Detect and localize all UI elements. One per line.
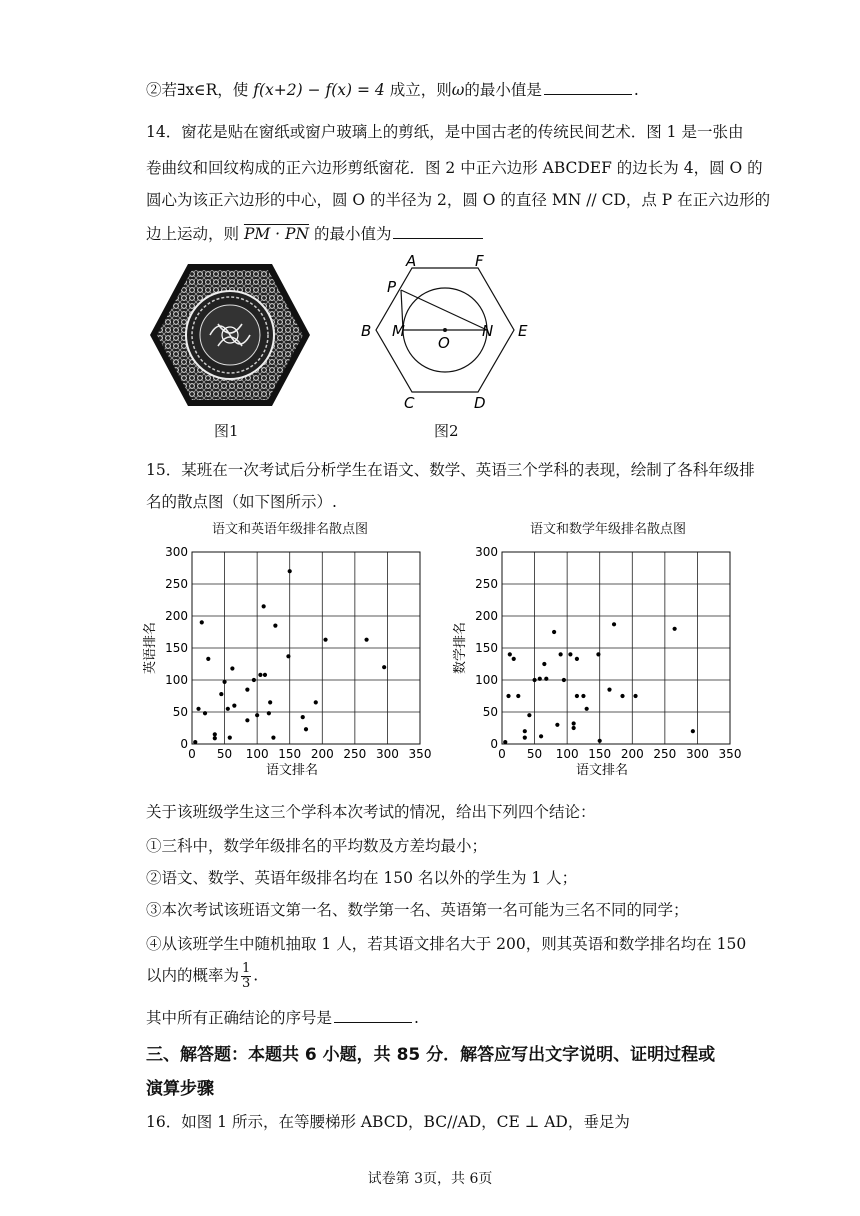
- data-point: [542, 662, 546, 666]
- fraction-denominator: 3: [242, 976, 251, 991]
- chart2-title: 语文和数学年级排名散点图: [530, 522, 687, 537]
- data-point: [596, 652, 600, 656]
- y-tick-label: 100: [165, 673, 188, 687]
- data-point: [314, 700, 318, 704]
- data-point: [538, 677, 542, 681]
- data-point: [196, 707, 200, 711]
- data-point: [633, 694, 637, 698]
- data-point: [607, 688, 611, 692]
- y-tick-label: 150: [165, 641, 188, 655]
- data-point: [382, 665, 386, 669]
- data-point: [512, 657, 516, 661]
- chart1-scatter: [140, 538, 440, 783]
- data-point: [516, 694, 520, 698]
- y-tick-label: 150: [475, 641, 498, 655]
- data-point: [288, 569, 292, 573]
- data-point: [523, 736, 527, 740]
- q15-conclusion-2: ②语文、数学、英语年级排名均在 150 名以外的学生为 1 人；: [146, 869, 578, 887]
- data-point: [252, 678, 256, 682]
- label-D: D: [474, 394, 486, 412]
- data-point: [301, 715, 305, 719]
- q15-conclusion-4b: [146, 962, 258, 991]
- data-point: [245, 688, 249, 692]
- x-tick-label: 350: [408, 747, 432, 761]
- data-point: [532, 678, 536, 682]
- label-N: N: [482, 322, 494, 340]
- data-point: [230, 666, 234, 670]
- hexagon-diagram: [358, 250, 538, 412]
- y-tick-label: 0: [180, 737, 188, 751]
- x-tick-label: 50: [526, 747, 543, 761]
- x-axis-label: 语文排名: [265, 763, 319, 778]
- section3-heading-2: 演算步骤: [146, 1079, 214, 1099]
- q15-prob-end: .: [253, 966, 259, 985]
- data-point: [508, 652, 512, 656]
- q13-end: .: [633, 81, 639, 99]
- q15-ask-end: .: [414, 1009, 419, 1027]
- q14-vector-expr: PM · PN: [243, 225, 310, 243]
- data-point: [219, 692, 223, 696]
- y-tick-label: 100: [475, 673, 498, 687]
- data-point: [562, 678, 566, 682]
- q13-text-c: 的最小值是: [464, 81, 542, 99]
- q15-conclusion-1: ①三科中，数学年级排名的平均数及方差均最小；: [146, 837, 488, 855]
- q15-ask: [146, 1006, 419, 1028]
- x-tick-label: 150: [278, 747, 302, 761]
- x-tick-label: 100: [555, 747, 579, 761]
- q14-line4: [146, 222, 485, 244]
- fraction-numerator: 1: [242, 961, 251, 976]
- data-point: [323, 638, 327, 642]
- data-point: [200, 620, 204, 624]
- q14-line3: 圆心为该正六边形的中心，圆 O 的半径为 2，圆 O 的直径 MN // CD，点 P 在正六边形的: [146, 191, 771, 209]
- x-tick-label: 300: [375, 747, 399, 761]
- x-tick-label: 200: [310, 747, 334, 761]
- label-M: M: [392, 322, 405, 340]
- answer-blank[interactable]: [334, 1021, 412, 1023]
- label-P: P: [387, 278, 397, 296]
- x-tick-label: 150: [588, 747, 612, 761]
- x-tick-label: 300: [685, 747, 709, 761]
- data-point: [527, 713, 531, 717]
- y-tick-label: 50: [482, 705, 498, 719]
- y-tick-label: 300: [475, 545, 498, 559]
- data-point: [503, 740, 507, 744]
- q13-omega: ω: [451, 81, 465, 99]
- section3-heading: 三、解答题：本题共 6 小题，共 85 分．解答应写出文字说明、证明过程或: [146, 1045, 716, 1065]
- q15-line2: 名的散点图（如下图所示）.: [146, 493, 337, 511]
- data-point: [206, 657, 210, 661]
- data-point: [268, 700, 272, 704]
- q14-line1: 14．窗花是贴在窗纸或窗户玻璃上的剪纸，是中国古老的传统民间艺术．图 1 是一张由: [146, 123, 744, 141]
- fraction: [241, 962, 251, 991]
- data-point: [585, 707, 589, 711]
- data-point: [364, 638, 368, 642]
- q15-ask-text: 其中所有正确结论的序号是: [146, 1009, 333, 1027]
- y-axis-label: 数学排名: [453, 621, 468, 675]
- data-point: [222, 680, 226, 684]
- y-tick-label: 300: [165, 545, 188, 559]
- data-point: [263, 673, 267, 677]
- q14-text-a: 边上运动，则: [146, 225, 244, 243]
- y-tick-label: 200: [165, 609, 188, 623]
- q13-text-a: ②若∃x∈R，使: [146, 81, 254, 99]
- data-point: [245, 718, 249, 722]
- y-tick-label: 200: [475, 609, 498, 623]
- window-flower-figure: [148, 262, 312, 408]
- data-point: [673, 627, 677, 631]
- data-point: [523, 729, 527, 733]
- data-point: [304, 727, 308, 731]
- data-point: [506, 694, 510, 698]
- data-point: [572, 721, 576, 725]
- x-tick-label: 0: [188, 747, 196, 761]
- q16-line1: 16．如图 1 所示，在等腰梯形 ABCD，BC//AD，CE ⊥ AD，垂足为: [146, 1113, 630, 1131]
- data-point: [575, 657, 579, 661]
- y-tick-label: 250: [475, 577, 498, 591]
- q15-after: 关于该班级学生这三个学科本次考试的情况，给出下列四个结论：: [146, 803, 596, 821]
- data-point: [286, 654, 290, 658]
- q13-expr: f(x+2) − f(x) = 4: [253, 81, 385, 99]
- data-point: [255, 713, 259, 717]
- data-point: [552, 630, 556, 634]
- data-point: [232, 704, 236, 708]
- data-point: [262, 604, 266, 608]
- answer-blank[interactable]: [393, 237, 483, 239]
- data-point: [620, 694, 624, 698]
- data-point: [572, 726, 576, 730]
- label-C: C: [404, 394, 415, 412]
- answer-blank[interactable]: [544, 93, 632, 95]
- page-footer: 试卷第 3页，共 6页: [367, 1171, 493, 1187]
- fig1-caption: 图1: [214, 422, 239, 440]
- x-axis-label: 语文排名: [575, 763, 629, 778]
- data-point: [258, 673, 262, 677]
- y-tick-label: 50: [172, 705, 188, 719]
- q14-line2: 卷曲纹和回纹构成的正六边形剪纸窗花．图 2 中正六边形 ABCDEF 的边长为 4，圆 O 的: [146, 159, 763, 177]
- x-tick-label: 50: [216, 747, 233, 761]
- q15-line1: 15．某班在一次考试后分析学生在语文、数学、英语三个学科的表现，绘制了各科年级排: [146, 461, 755, 479]
- data-point: [568, 652, 572, 656]
- data-point: [581, 694, 585, 698]
- data-point: [598, 739, 602, 743]
- q15-prob-text: 以内的概率为: [146, 966, 240, 985]
- x-tick-label: 0: [498, 747, 506, 761]
- chart1-title: 语文和英语年级排名散点图: [212, 522, 369, 537]
- q14-text-b: 的最小值为: [309, 225, 392, 243]
- data-point: [539, 734, 543, 738]
- label-A: A: [406, 252, 417, 270]
- data-point: [228, 736, 232, 740]
- data-point: [203, 711, 207, 715]
- data-point: [691, 729, 695, 733]
- data-point: [213, 736, 217, 740]
- label-B: B: [361, 322, 372, 340]
- data-point: [555, 723, 559, 727]
- y-axis-label: 英语排名: [143, 621, 158, 675]
- label-F: F: [475, 252, 484, 270]
- data-point: [267, 711, 271, 715]
- x-tick-label: 100: [245, 747, 269, 761]
- fig2-caption: 图2: [434, 422, 459, 440]
- x-tick-label: 350: [718, 747, 742, 761]
- label-O: O: [438, 334, 450, 352]
- label-E: E: [518, 322, 528, 340]
- x-tick-label: 250: [343, 747, 367, 761]
- q15-conclusion-3: ③本次考试该班语文第一名、数学第一名、英语第一名可能为三名不同的同学；: [146, 901, 689, 919]
- y-tick-label: 250: [165, 577, 188, 591]
- x-tick-label: 200: [620, 747, 644, 761]
- data-point: [544, 677, 548, 681]
- q13-line: [146, 78, 639, 100]
- data-point: [559, 652, 563, 656]
- data-point: [575, 694, 579, 698]
- data-point: [213, 732, 217, 736]
- data-point: [271, 736, 275, 740]
- y-tick-label: 0: [490, 737, 498, 751]
- data-point: [273, 624, 277, 628]
- chart2-scatter: [450, 538, 750, 783]
- data-point: [612, 622, 616, 626]
- q15-conclusion-4: ④从该班学生中随机抽取 1 人，若其语文排名大于 200，则其英语和数学排名均在 150: [146, 935, 747, 953]
- data-point: [226, 707, 230, 711]
- x-tick-label: 250: [653, 747, 677, 761]
- q13-text-b: 成立，则: [384, 81, 452, 99]
- data-point: [193, 740, 197, 744]
